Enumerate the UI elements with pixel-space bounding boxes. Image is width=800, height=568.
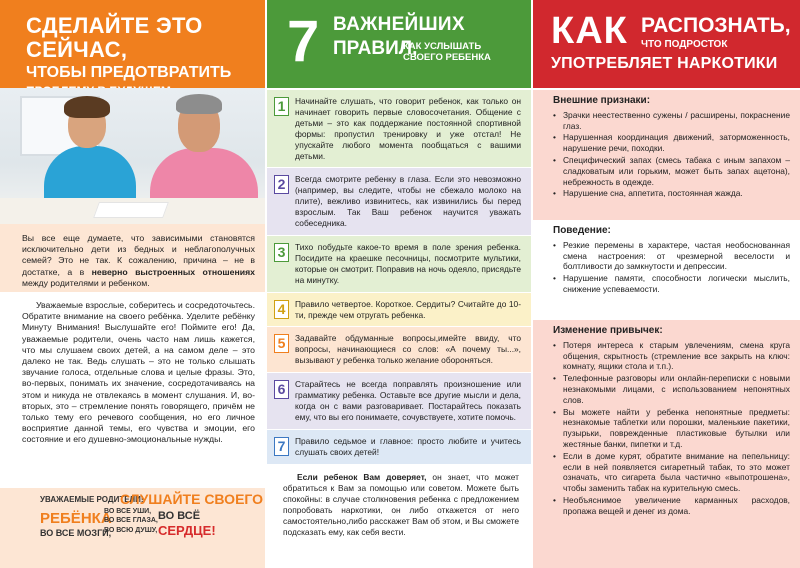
header-prevent: [0, 0, 265, 88]
header-line-1: СДЕЛАЙТЕ ЭТО СЕЙЧАС,: [26, 13, 203, 62]
rule-number: 4: [274, 300, 289, 319]
list-item: • Нарушенная координация движений, заторможенность, нарушение речи, походки.: [553, 132, 790, 154]
father-son-photo: [0, 88, 265, 224]
rules-list: [267, 90, 531, 465]
section-habits: [533, 320, 800, 568]
rule-item: 3 Тихо побудьте какое-то время в поле зрения ребенка. Посидите на краешке песочницы, посмотрите мультики, которые он смотрит. Поправив на ночь одеяло, присядьте на минутку.: [267, 236, 531, 293]
list-item: • Зрачки неестественно сужены / расширены, покраснение глаз.: [553, 110, 790, 132]
body-paragraph: Уважаемые взрослые, соберитесь и сосредоточьтесь. Обратите внимание на своего ребёнка. Уделите ребёнку Минуту Внимания! Выслушайте его! Поймите его! Да, уважаемые родители, очень часто нам лишь кажется, что мы слушаем своих детей, а на самом деле – это далеко не так. Ведь слушать – это не только слышать звучание голоса, отдельные слова и целые фразы. Это, во-первых, понимать их значение, сосредотачиваясь на этом и никуда не отвлекаясь в момент слушания. И, во-вторых, это – стремление понять говорящего, причём не только тему его речевого сообщения, но его личное восприятие данной темы, его чувства и эмоции, его состояние и его душевно-эмоциональные нужды.: [22, 300, 255, 445]
column-recognize: [533, 0, 800, 568]
slogan-block: УВАЖАЕМЫЕ РОДИТЕЛИ! СЛУШАЙТЕ СВОЕГО РЕБЁНКА ВО ВСЕ УШИ, ВО ВСЕ ГЛАЗА, ВО ВСЁ ВО ВСЕ МОЗГИ, ВО ВСЮ ДУШУ, СЕРДЦЕ!: [0, 488, 265, 568]
list-item: • Нарушение памяти, способности логически мыслить, снижение успеваемости.: [553, 273, 790, 295]
rule-item: 2 Всегда смотрите ребенку в глаза. Если это невозможно (например, вы следите, чтобы не сбежало молоко на плите), вежливо извинитесь, как извинились бы перед взрослым. Так Ваш ребенок научится уважать собеседника.: [267, 168, 531, 236]
list-item: • Нарушение сна, аппетита, постоянная жажда.: [553, 188, 790, 199]
rule-number: 3: [274, 243, 289, 262]
intro-paragraph: Вы все еще думаете, что зависимыми становятся исключительно дети из бедных и неблагополучных семей? Это не так. К сожалению, причина – не в достатке, а в неверно выстроенных отношениях между родителями и ребенком.: [0, 224, 265, 292]
rule-number: 6: [274, 380, 289, 399]
section-behavior: [533, 220, 800, 320]
list-item: • Специфический запах (смесь табака с иным запахом – сладковатым или горьким, может быть запах ацетона), небрежность в одежде.: [553, 155, 790, 187]
section-title: Изменение привычек:: [553, 325, 663, 336]
list-item: • Телефонные разговоры или онлайн-переписки с новыми незнакомыми лицами, с использованием непонятных слов.: [553, 373, 790, 405]
rule-number: 5: [274, 334, 289, 353]
list-item: • Необъяснимое увеличение карманных расходов, пропажа вещей и денег из дома.: [553, 495, 790, 517]
rule-number: 1: [274, 97, 289, 116]
header-recognize: КАК РАСПОЗНАТЬ, ЧТО ПОДРОСТОК УПОТРЕБЛЯЕТ НАРКОТИКИ: [533, 0, 800, 88]
section-title: Поведение:: [553, 225, 611, 236]
header-number: 7: [287, 9, 320, 74]
list-item: • Если в доме курят, обратите внимание на пепельницу: если в ней появляется сигаретный табак, то это может означать, что сигарета была частично «выпотрошена», чтобы заменить табак на курительную смесь.: [553, 451, 790, 494]
rule-number: 7: [274, 437, 289, 456]
column-prevent: [0, 0, 265, 568]
list-item: • Вы можете найти у ребенка непонятные предметы: незнакомые таблетки или порошки, маленькие пакетики, пузырьки, поврежденные пластиковые бутылки или жестяные банки, пипетки и т.д.: [553, 407, 790, 450]
rule-item: 1 Начинайте слушать, что говорит ребенок, как только он начинает говорить первые словосочетания. Общение с детьми – это как поддержание постоянной спортивной формы: пропустил тренировку и уже отстал! Не упускайте любого момента пообщаться с вашими детьми.: [267, 90, 531, 168]
intro-bold: неверно выстроенных отношениях: [91, 266, 255, 277]
column-rules: [267, 0, 531, 568]
list-item: • Резкие перемены в характере, частая необоснованная смена настроения: от чрезмерной веселости и болтливости до замкнутости и депрессии.: [553, 240, 790, 272]
header-rules: 7 ВАЖНЕЙШИХ ПРАВИЛ, КАК УСЛЫШАТЬ СВОЕГО РЕБЕНКА: [267, 0, 531, 88]
rule-number: 2: [274, 175, 289, 194]
rule-item: 4 Правило четвертое. Короткое. Сердиты? Считайте до 10-ти, прежде чем отругать ребенка.: [267, 293, 531, 328]
rule-item: 6 Старайтесь не всегда поправлять произношение или грамматику ребенка. Оставьте все другие мысли и дела, когда он с вами разговаривает. Постарайтесь показать ему, что вы его понимаете, сочувствуете, хотите помочь.: [267, 373, 531, 430]
trust-paragraph: Если ребенок Вам доверяет, он знает, что может обратиться к Вам за помощью или советом. Можете быть спокойны: в случае столкновения ребенка с предложением попробовать наркотики, он либо откажется от него самостоятельно,либо расскажет Вам об этом, и Вы сможете подсказать ему, как себя вести.: [283, 472, 519, 537]
header-line-2: ЧТОБЫ ПРЕДОТВРАТИТЬ: [26, 64, 232, 81]
rule-item: 7 Правило седьмое и главное: просто любите и учитесь слушать своих детей!: [267, 430, 531, 465]
list-item: • Потеря интереса к старым увлечениям, смена круга общения, скрытность (стремление все закрыть на ключ: комнату, ящики стола и т.п.).: [553, 340, 790, 372]
rule-item: 5 Задавайте обдуманные вопросы,имейте ввиду, что вопросы, начинающиеся со слов: «А почему ты...», вызывают у ребенка только желание обороняться.: [267, 327, 531, 373]
section-external-signs: [533, 90, 800, 220]
section-title: Внешние признаки:: [553, 95, 651, 106]
